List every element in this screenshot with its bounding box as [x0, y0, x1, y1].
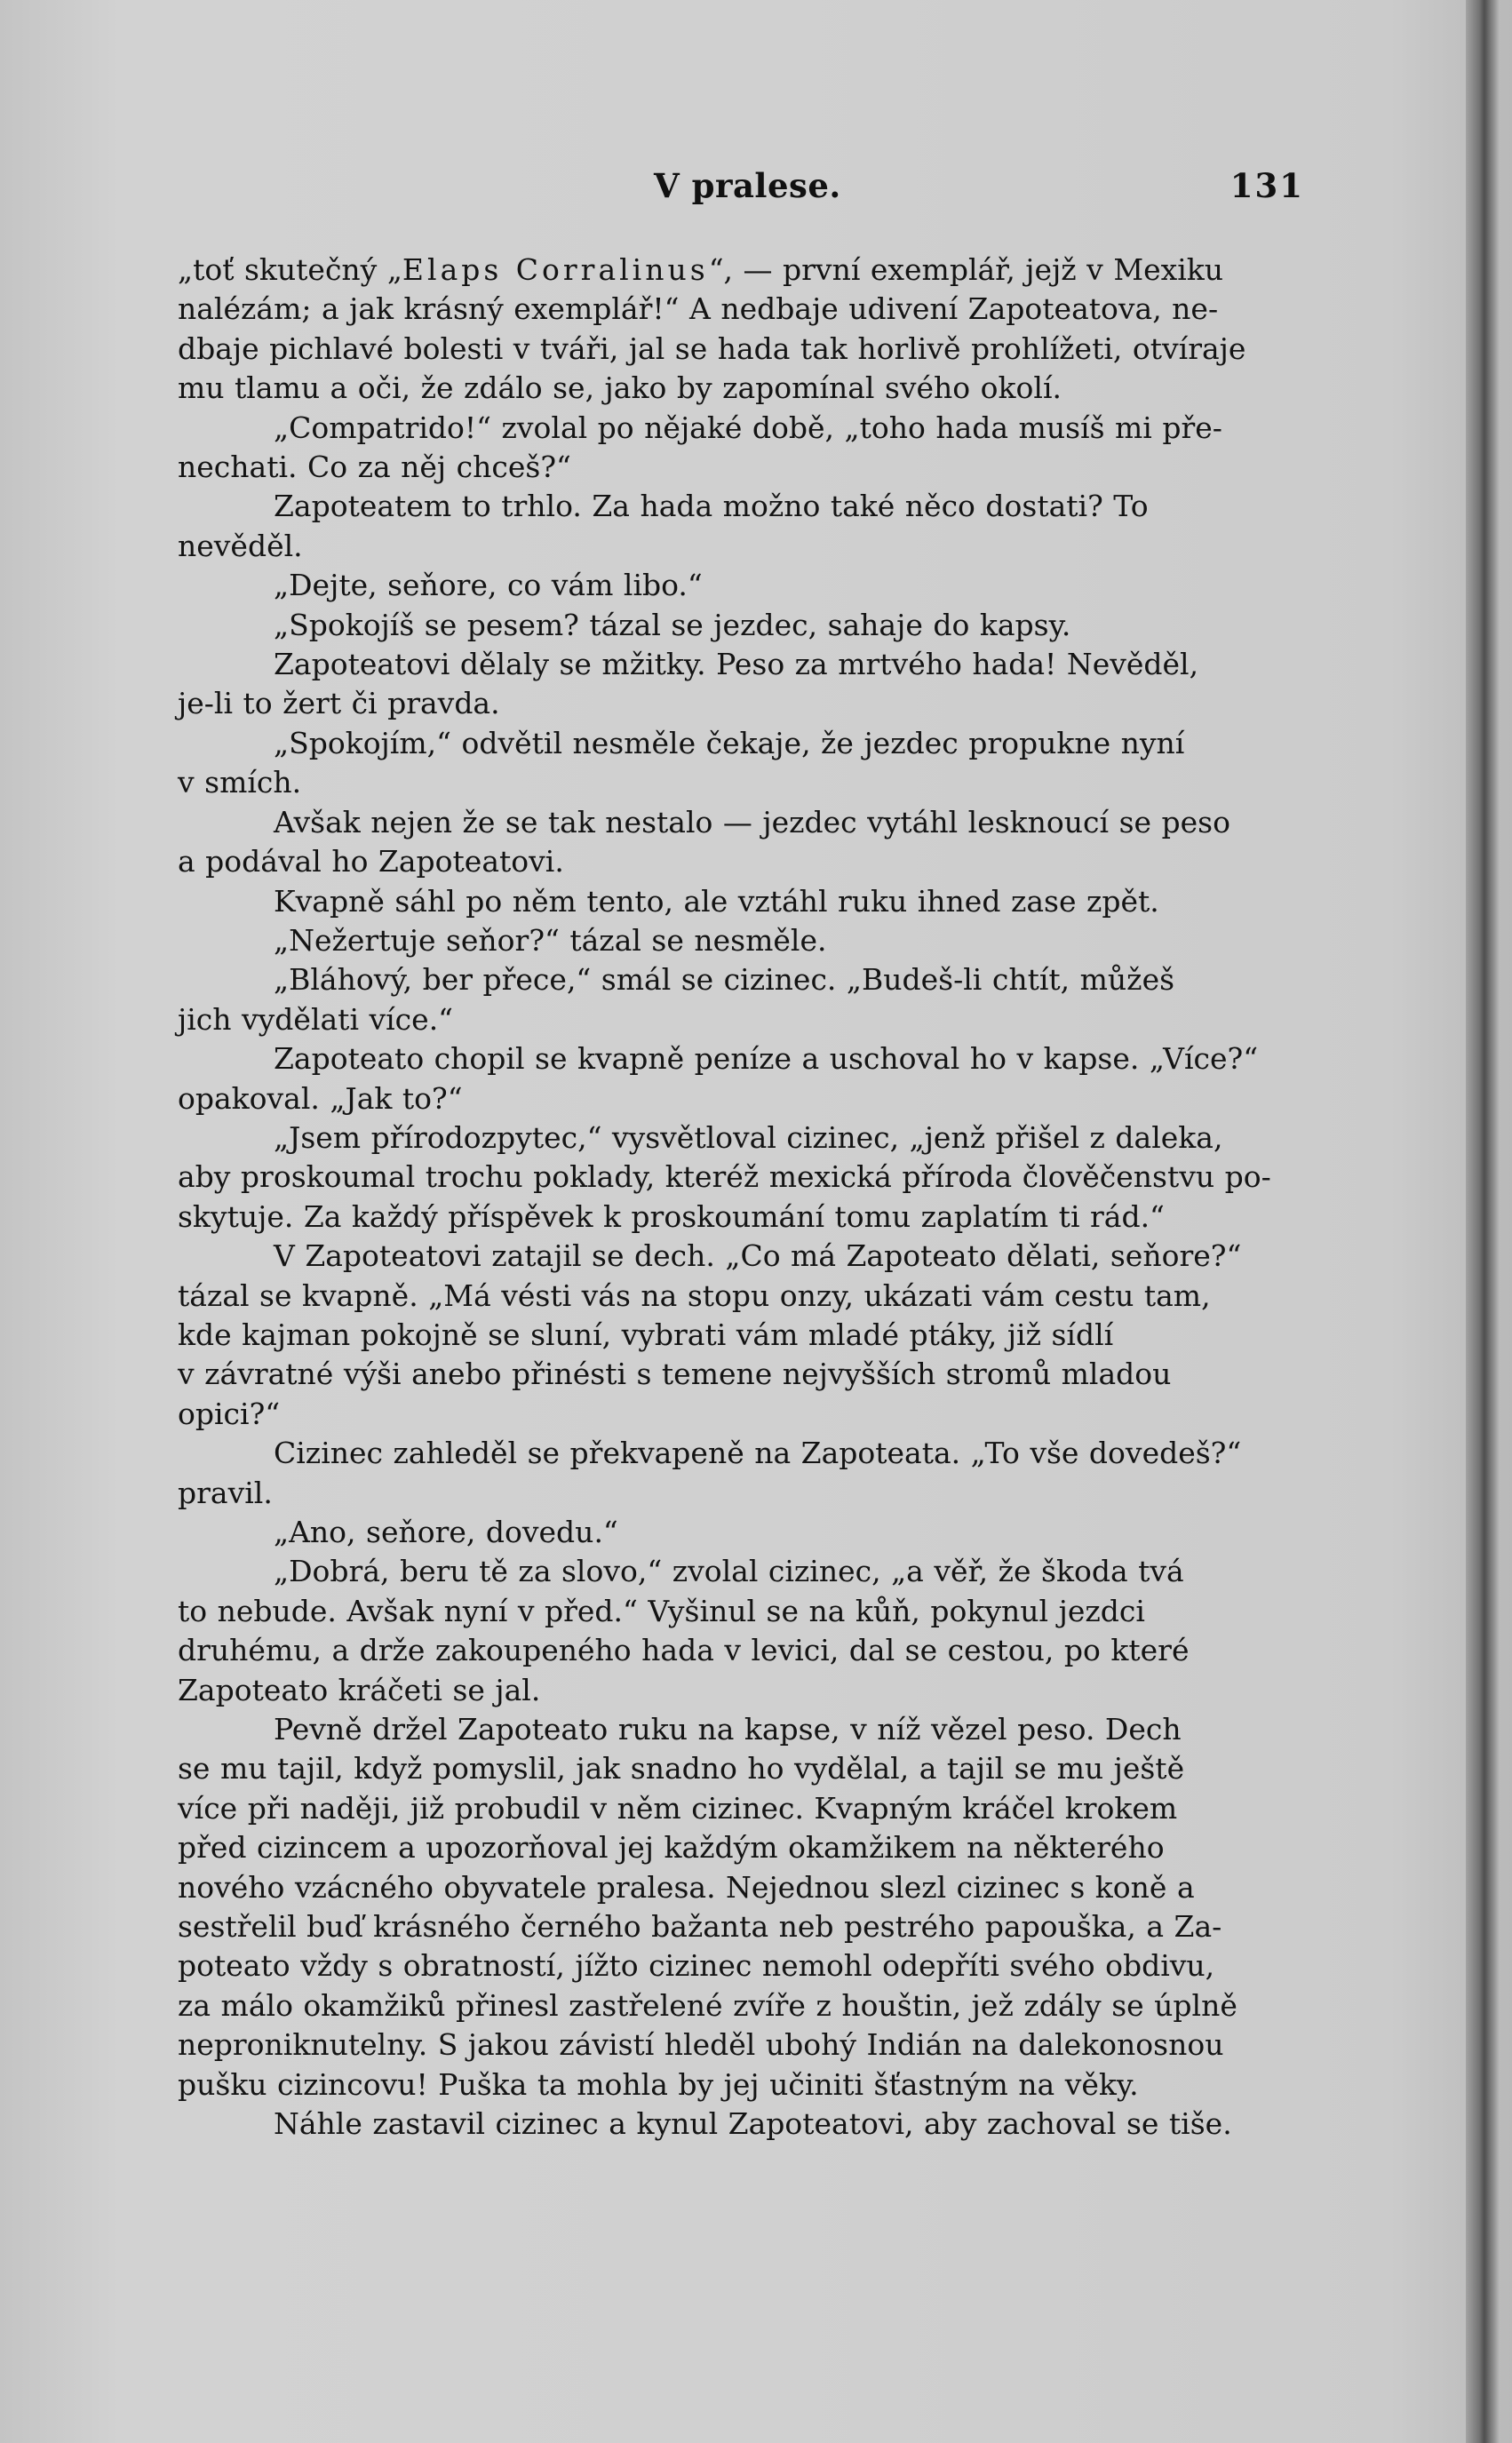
paragraph: [178, 1434, 1304, 1513]
paragraph-text: V Zapoteatovi zatajil se dech. „Co má Zapoteato dělati, seňore?“ tázal se kvapně. „Má vésti vás na stopu onzy, ukázati vám cestu tam, kde kajman pokojně se sluní, vybrati vám mladé ptáky, již sídlí v závratné výši anebo přinésti s temene nejvyšších stromů mladou opici?“: [178, 1238, 1242, 1431]
paragraph: [178, 409, 1304, 488]
paragraph: [178, 1513, 1304, 1552]
paragraph-text: Náhle zastavil cizinec a kynul Zapoteatovi, aby zachoval se tiše.: [274, 2106, 1232, 2142]
paragraph: [178, 1710, 1304, 2105]
paragraph-text: Zapoteatem to trhlo. Za hada možno také něco dostati? To nevěděl.: [178, 489, 1149, 563]
paragraph-text: „Nežertuje seňor?“ tázal se nesměle.: [274, 922, 827, 958]
paragraph: [178, 1237, 1304, 1434]
paragraph-text: „Dobrá, beru tě za slovo,“ zvolal cizinec, „a věř, že škoda tvá to nebude. Avšak nyní v před.“ Vyšinul se na kůň, pokynul jezdci druhému, a drže zakoupeného hada v levici, dal se cestou, po které Zapoteato kráčeti se jal.: [178, 1554, 1190, 1707]
paragraph: [178, 1552, 1304, 1710]
paragraph: [178, 803, 1304, 882]
running-head: V pralese.: [654, 166, 841, 205]
paragraph-text: Kvapně sáhl po něm tento, ale vztáhl ruku ihned zase zpět.: [274, 883, 1159, 919]
paragraph-text: Pevně držel Zapoteato ruku na kapse, v níž vězel peso. Dech se mu tajil, když pomyslil, jak snadno ho vydělal, a tajil se mu ještě více při naději, již probudil v něm cizinec. Kvapným kráčel krokem před cizincem a upozorňoval jej každým okamžikem na některého nového vzácného obyvatele pralesa. Nejednou slezl cizinec s koně a sestřelil buď krásného černého bažanta neb pestrého papouška, a Za- poteato vždy s obratností, jížto cizinec nemohl odepříti svého obdivu, za málo okamžiků přinesl zastřelené zvíře z houštin, jež zdály se úplně neproniknutelny. S jakou závistí hleděl ubohý Indián na dalekonosnou pušku cizincovu! Puška ta mohla by jej učiniti šťastným na věky.: [178, 1712, 1237, 2102]
paragraph: [178, 724, 1304, 803]
paragraph: [178, 606, 1304, 645]
paragraph-text: „toť skutečný „: [178, 252, 402, 287]
paragraph-text: „Compatrido!“ zvolal po nějaké době, „toho hada musíš mi pře- nechati. Co za něj chceš?“: [178, 410, 1222, 485]
paragraph: [178, 1039, 1304, 1118]
paragraph-text: „Spokojím,“ odvětil nesměle čekaje, že jezdec propukne nyní v smích.: [178, 725, 1185, 800]
paragraph: [178, 487, 1304, 566]
paragraph-text: Zapoteato chopil se kvapně peníze a uschoval ho v kapse. „Více?“ opakoval. „Jak to?“: [178, 1041, 1259, 1116]
paragraph: [178, 2105, 1304, 2144]
page-number: 131: [1229, 166, 1304, 205]
paragraph-text: „Spokojíš se pesem? tázal se jezdec, sahaje do kapsy.: [274, 607, 1071, 642]
paragraph-text: Zapoteatovi dělaly se mžitky. Peso za mrtvého hada! Nevěděl, je-li to žert či pravda.: [178, 647, 1199, 721]
paragraph: [178, 960, 1304, 1039]
paragraph: [178, 882, 1304, 921]
spaced-term: Elaps Corralinus: [402, 252, 709, 287]
page-header: [178, 166, 1304, 219]
paragraph-text: „Bláhový, ber přece,“ smál se cizinec. „Budeš-li chtít, můžeš jich vydělati více.“: [178, 962, 1175, 1037]
paragraph-text: „Jsem přírodozpytec,“ vysvětloval cizinec, „jenž přišel z daleka, aby proskoumal trochu poklady, kteréž mexická příroda člověčenstvu po- skytuje. Za každý příspěvek k proskoumání tomu zaplatím ti rád.“: [178, 1119, 1271, 1234]
body-text: [178, 251, 1304, 2145]
paragraph-text: „Dejte, seňore, co vám libo.“: [274, 568, 703, 603]
paragraph: [178, 251, 1304, 409]
paragraph-text: Avšak nejen že se tak nestalo — jezdec vytáhl lesknoucí se peso a podával ho Zapoteatovi.: [178, 804, 1230, 879]
paragraph: [178, 645, 1304, 724]
paragraph: [178, 921, 1304, 960]
paragraph: [178, 566, 1304, 605]
paragraph-text: Cizinec zahleděl se překvapeně na Zapoteata. „To vše dovedeš?“ pravil.: [178, 1436, 1242, 1510]
page-edge-shadow: [1466, 0, 1500, 2443]
paragraph: [178, 1118, 1304, 1237]
paragraph-text: „Ano, seňore, dovedu.“: [274, 1515, 618, 1549]
paragraph-text: “, — první exemplář, jejž v Mexiku nalézám; a jak krásný exemplář!“ A nedbaje udivení Zapoteatova, ne- dbaje pichlavé bolesti v tváři, jal se hada tak horlivě prohlížeti, otvíraje mu tlamu a oči, že zdálo se, jako by zapomínal svého okolí.: [178, 252, 1246, 406]
